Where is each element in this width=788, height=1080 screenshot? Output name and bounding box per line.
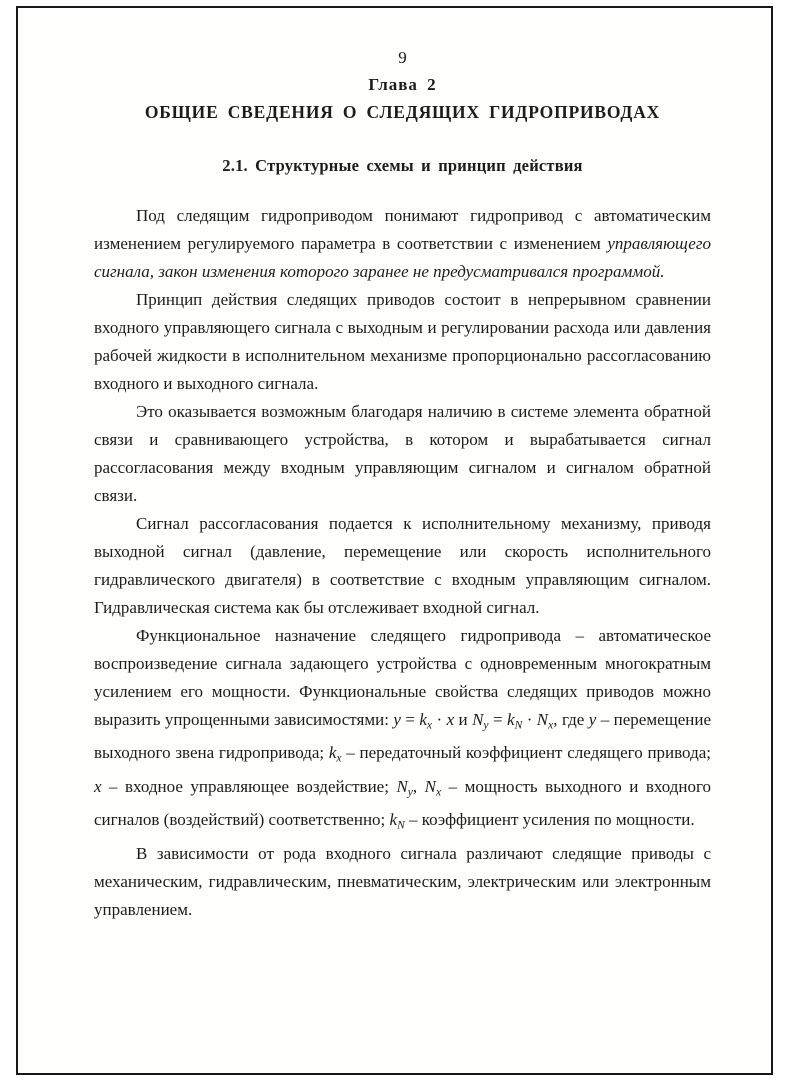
section-title: 2.1. Структурные схемы и принцип действия	[222, 156, 583, 175]
text-run: =	[488, 710, 508, 729]
text-run: y	[483, 718, 489, 732]
paragraph	[94, 622, 711, 840]
text-run: ·	[432, 710, 447, 729]
page-number: 9	[398, 48, 407, 67]
text-run: N	[472, 710, 484, 729]
text-run: k	[507, 710, 515, 729]
text-run: N	[396, 776, 408, 796]
text-run: ·	[522, 710, 537, 729]
paragraph	[94, 510, 711, 622]
text-run: y	[588, 710, 597, 729]
text-run: – входное управляющее воздействие;	[101, 776, 397, 796]
text-run: и	[454, 710, 473, 729]
chapter-title: ОБЩИЕ СВЕДЕНИЯ О СЛЕДЯЩИХ ГИДРОПРИВОДАХ	[144, 102, 661, 122]
text-run: ,	[412, 776, 425, 796]
paragraph	[94, 202, 711, 286]
text-run: Это оказывается возможным благодаря наличию в системе элемента обратной связи и сравнивающего устройства, в котором и вырабатывается сигнал рассогласования между входным управляющим сигналом и сигналом обратной связи.	[94, 402, 711, 505]
text-run: – мощность выходного и входного сигналов (воздействий) соответственно;	[94, 776, 712, 830]
text-run: =	[400, 710, 420, 729]
chapter-label: Глава 2	[368, 75, 437, 94]
text-run: N	[514, 718, 523, 732]
text-run: – перемещение выходного звена гидропривода;	[94, 710, 711, 763]
text-run: y	[407, 785, 413, 799]
book-page	[18, 8, 771, 1073]
text-run: k	[389, 810, 398, 830]
text-run: x	[94, 776, 102, 796]
text-run: – коэффициент усиления по мощности.	[404, 810, 695, 830]
text-run: x	[548, 718, 554, 732]
text-run: Сигнал рассогласования подается к исполнительному механизму, приводя выходной сигнал (давление, перемещение или скорость исполнительного гидравлического двигателя) в соответствие с входным управляющим сигналом. Гидравлическая система как бы отслеживает входной сигнал.	[94, 514, 711, 617]
paragraph	[94, 398, 711, 510]
paragraph	[94, 286, 711, 398]
text-run: x	[336, 751, 342, 765]
text-run: управляющего сигнала, закон изменения которого заранее не предусматривался программой.	[94, 234, 711, 281]
scanned-page-frame	[16, 6, 773, 1075]
paragraph	[94, 840, 711, 924]
text-run: x	[446, 710, 455, 729]
text-run: В зависимости от рода входного сигнала различают следящие приводы с механическим, гидравлическим, пневматическим, электрическим или электронным управлением.	[94, 843, 711, 919]
text-run: N	[424, 776, 436, 796]
text-run: Под следящим гидроприводом понимают гидропривод с автоматическим изменением регулируемого параметра в соответствии с изменением	[94, 206, 711, 253]
text-run: – передаточный коэффициент следящего привода;	[341, 743, 711, 763]
text-run: x	[436, 785, 442, 799]
text-run: y	[393, 710, 401, 729]
text-run: N	[397, 818, 405, 832]
body-paragraphs	[94, 202, 711, 924]
text-run: N	[536, 710, 549, 729]
text-run: k	[419, 710, 427, 729]
text-run: k	[328, 743, 337, 763]
text-run: , где	[553, 710, 589, 729]
text-run: x	[426, 718, 433, 732]
text-run: Функциональное назначение следящего гидропривода – автоматическое воспроизведение сигнала задающего устройства с одновременным многократным усилением его мощности. Функциональные свойства следящих приводов можно выразить упрощенными зависимостями:	[94, 626, 711, 729]
text-run: Принцип действия следящих приводов состоит в непрерывном сравнении входного управляющего сигнала с выходным и регулировании расхода или давления рабочей жидкости в исполнительном механизме пропорционально рассогласованию входного и выходного сигнала.	[94, 290, 711, 393]
